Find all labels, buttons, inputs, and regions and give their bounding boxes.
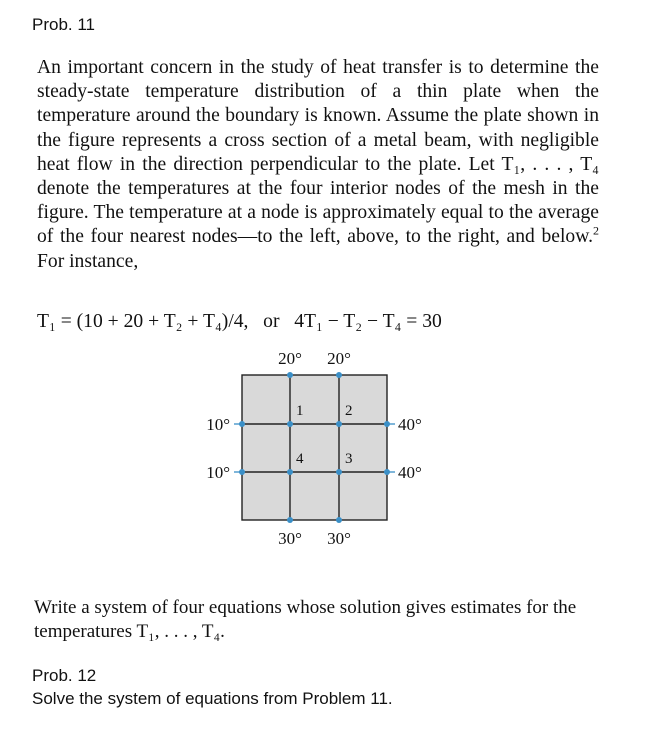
boundary-node-bottom-right <box>336 517 342 523</box>
temp-left-top: 10° <box>206 415 230 434</box>
temp-top-left: 20° <box>278 349 302 368</box>
boundary-node-left-top <box>239 421 245 427</box>
problem-paragraph <box>37 56 599 274</box>
paragraph-body: An important concern in the study of heat transfer is to determine the steady-state temperature distribution of a thin plate when the temperature around the boundary is known. Assume the plate shown in the figure represents a cross section of a metal beam, with negligible heat flow in the direction perpendicular to the plate. Let T₁, . . . , T₄ denote the temperatures at the four interior nodes of the mesh in the figure. The temperature at a node is approximately equal to the average of the four nearest nodes—to the left, above, to the right, and below. <box>37 57 599 248</box>
equation-left: T₁ = (10 + 20 + T₂ + T₄)/4, <box>37 311 249 332</box>
footnote-mark: 2 <box>593 223 599 238</box>
interior-node-4 <box>287 469 293 475</box>
boundary-node-top-left <box>287 372 293 378</box>
node-label-2: 2 <box>345 403 353 419</box>
boundary-node-top-right <box>336 372 342 378</box>
question-text: Write a system of four equations whose solution gives estimates for the temperatures T₁, . . . , T₄. <box>34 597 577 642</box>
boundary-node-left-bottom <box>239 469 245 475</box>
plate <box>242 375 387 520</box>
node-label-3: 3 <box>345 451 353 467</box>
temp-top-right: 20° <box>327 349 351 368</box>
interior-node-1 <box>287 421 293 427</box>
example-equation <box>37 311 557 333</box>
interior-node-2 <box>336 421 342 427</box>
mesh-figure <box>190 345 450 557</box>
prob12-header: Prob. 12 <box>32 666 97 685</box>
temp-left-bottom: 10° <box>206 463 230 482</box>
prob12-text: Solve the system of equations from Problem 11. <box>32 689 393 708</box>
node-label-4: 4 <box>296 451 304 467</box>
boundary-node-bottom-left <box>287 517 293 523</box>
equation-right: 4T₁ − T₂ − T₄ = 30 <box>294 311 442 332</box>
temp-right-top: 40° <box>398 415 422 434</box>
temp-bottom-right: 30° <box>327 529 351 548</box>
interior-node-3 <box>336 469 342 475</box>
boundary-node-right-bottom <box>384 469 390 475</box>
node-label-1: 1 <box>296 403 304 419</box>
equation-or: or <box>263 311 280 332</box>
paragraph-end: For instance, <box>37 250 139 272</box>
boundary-node-right-top <box>384 421 390 427</box>
temp-right-bottom: 40° <box>398 463 422 482</box>
temp-bottom-left: 30° <box>278 529 302 548</box>
prob11-header: Prob. 11 <box>32 15 96 34</box>
